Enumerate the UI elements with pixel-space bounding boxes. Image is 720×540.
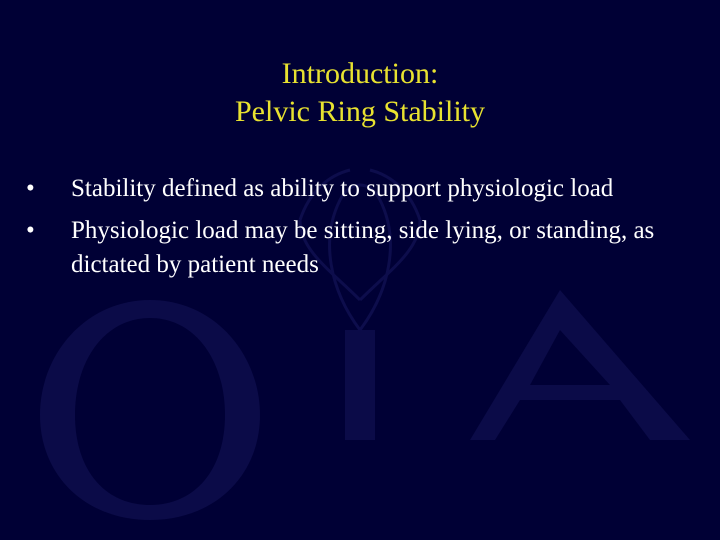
slide-title: [0, 55, 720, 131]
bullet-text: Stability defined as ability to support physiologic load: [71, 175, 614, 202]
watermark-letter-o: [40, 300, 260, 520]
bullet-item: [20, 172, 700, 206]
watermark-letter-a: [470, 290, 690, 440]
bullet-list: [20, 172, 700, 290]
watermark-stem: [345, 330, 375, 440]
bullet-marker: •: [26, 217, 35, 244]
title-line-1: Introduction:: [281, 57, 439, 90]
bullet-marker: •: [26, 175, 35, 202]
title-line-2: Pelvic Ring Stability: [234, 95, 485, 128]
bullet-item: [20, 214, 700, 282]
bullet-text: Physiologic load may be sitting, side lying, or standing, as dictated by patient needs: [71, 217, 655, 278]
